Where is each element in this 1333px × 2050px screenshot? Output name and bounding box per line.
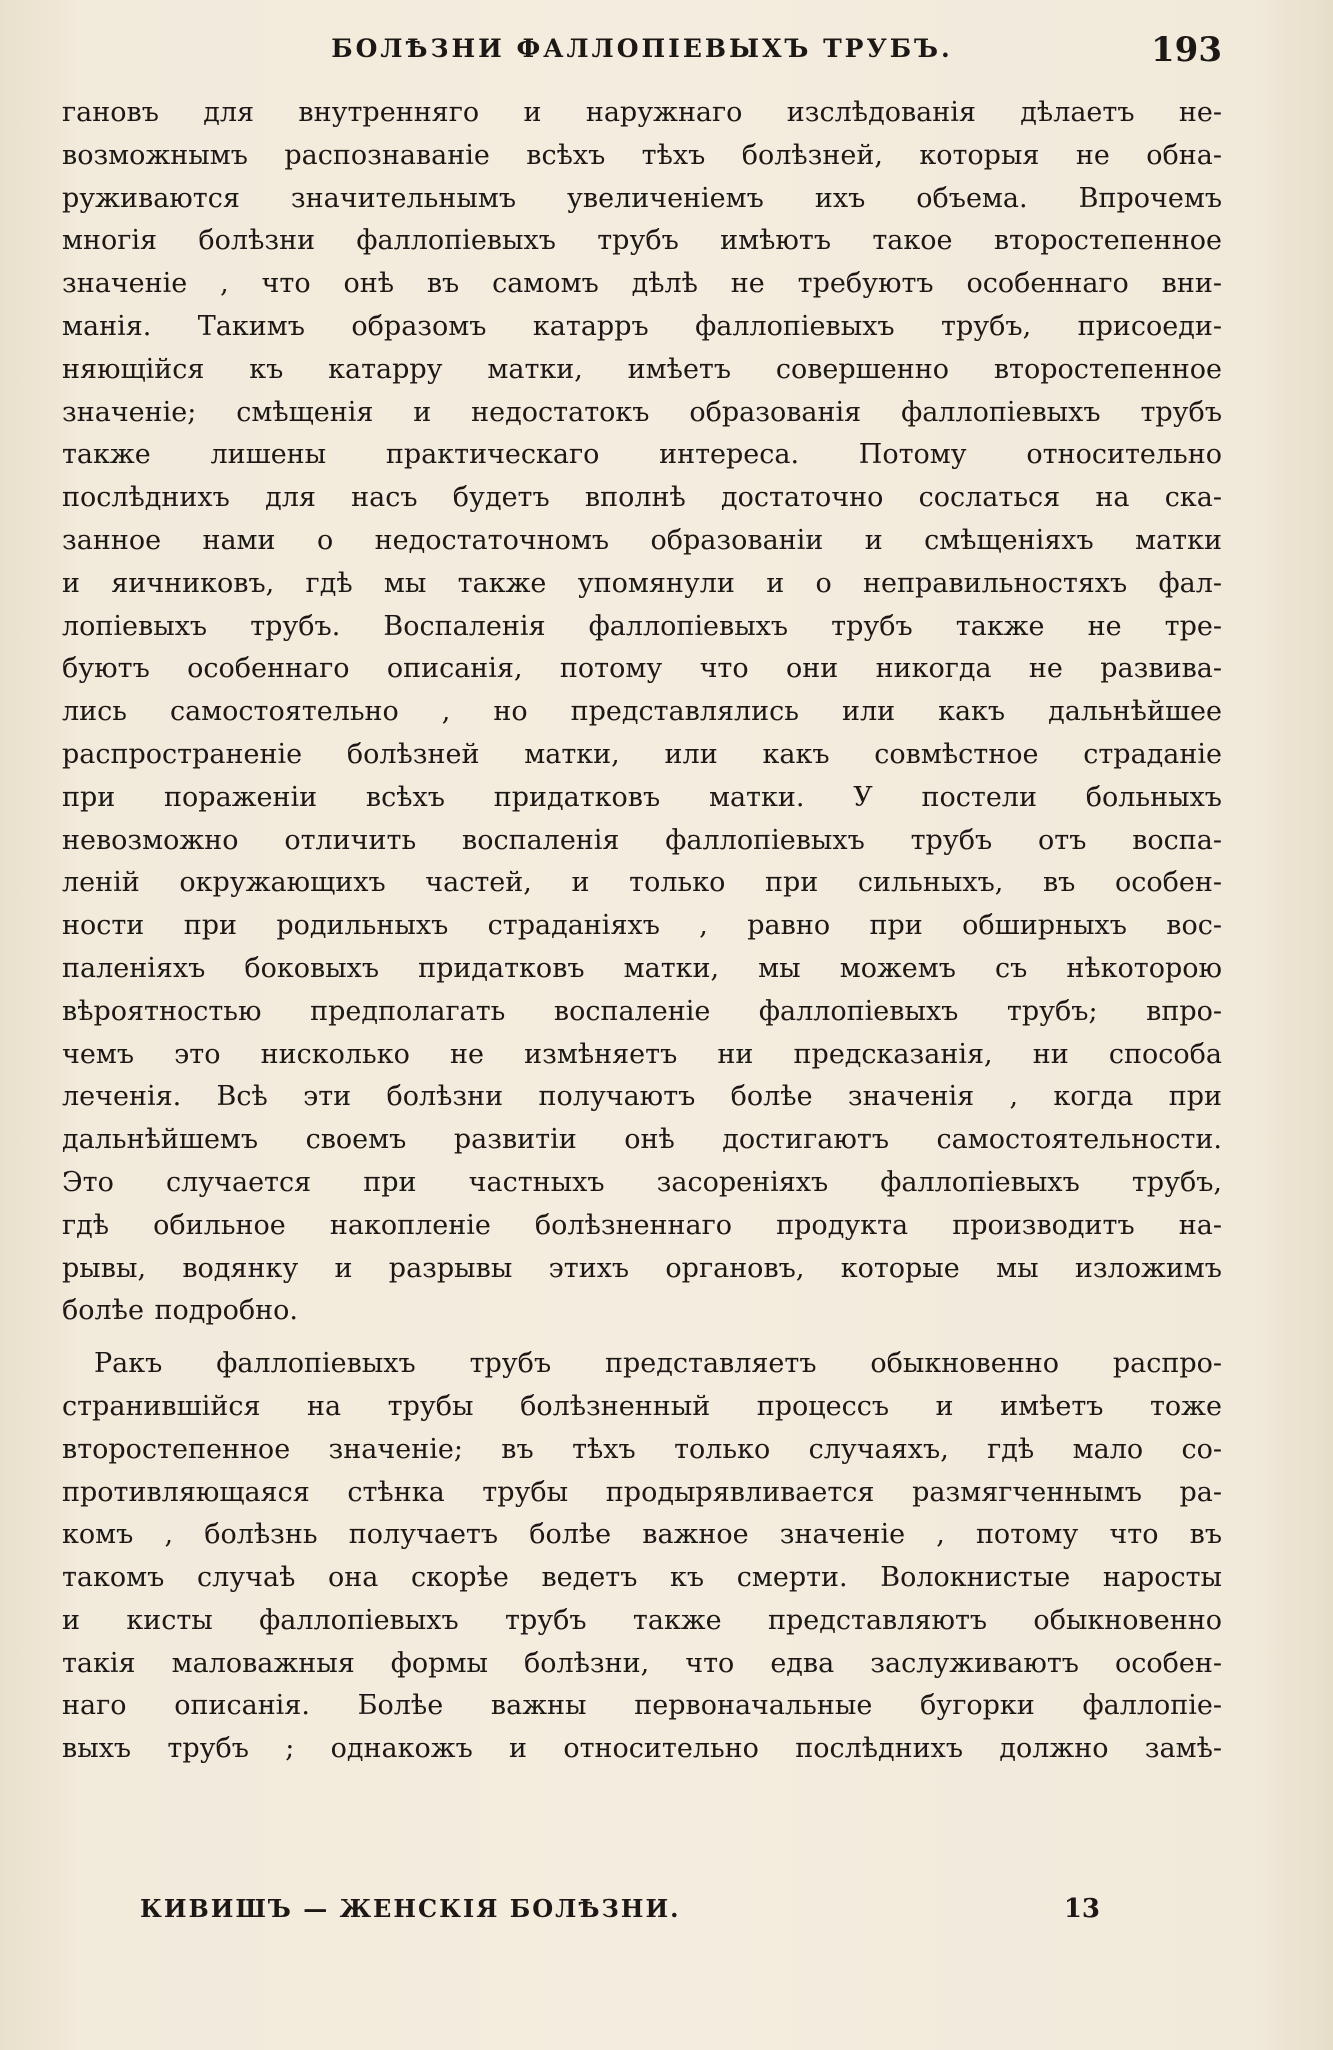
text-line: второстепенное значеніе; въ тѣхъ только случаяхъ, гдѣ мало со- xyxy=(62,1433,1222,1465)
paragraph-gap xyxy=(62,1333,1222,1343)
text-line: такія маловажныя формы болѣзни, что едва заслуживаютъ особен- xyxy=(62,1647,1222,1679)
printer-signature xyxy=(140,1894,1100,1930)
text-line: возможнымъ распознаваніе всѣхъ тѣхъ болѣзней, которыя не обна- xyxy=(62,139,1222,171)
text-line: манія. Такимъ образомъ катарръ фаллопіевыхъ трубъ, присоеди- xyxy=(62,310,1222,342)
paragraph-1 xyxy=(62,92,1222,1333)
text-line: противляющаяся стѣнка трубы продырявливается размягченнымъ ра- xyxy=(62,1476,1222,1508)
text-line: лопіевыхъ трубъ. Воспаленія фаллопіевыхъ трубъ также не тре- xyxy=(62,610,1222,642)
text-line: значеніе; смѣщенія и недостатокъ образованія фаллопіевыхъ трубъ xyxy=(62,396,1222,428)
text-line: руживаются значительнымъ увеличеніемъ ихъ объема. Впрочемъ xyxy=(62,182,1222,214)
text-line: занное нами о недостаточномъ образованіи и смѣщеніяхъ матки xyxy=(62,524,1222,556)
text-line: буютъ особеннаго описанія, потому что они никогда не развива- xyxy=(62,653,1222,685)
text-line: чемъ это нисколько не измѣняетъ ни предсказанія, ни способа xyxy=(62,1038,1222,1070)
page-number: 193 xyxy=(1151,30,1222,70)
text-line: послѣднихъ для насъ будетъ вполнѣ достаточно сослаться на ска- xyxy=(62,482,1222,514)
body-text xyxy=(62,92,1222,1771)
text-line: вѣроятностью предполагать воспаленіе фаллопіевыхъ трубъ; впро- xyxy=(62,995,1222,1027)
text-line: болѣе подробно. xyxy=(62,1295,299,1327)
text-line: лись самостоятельно , но представлялись или какъ дальнѣйшее xyxy=(62,696,1222,728)
text-line: гдѣ обильное накопленіе болѣзненнаго продукта производитъ на- xyxy=(62,1209,1222,1241)
text-line: паленіяхъ боковыхъ придатковъ матки, мы можемъ съ нѣкоторою xyxy=(62,952,1222,984)
text-line: гановъ для внутренняго и наружнаго изслѣдованія дѣлаетъ не- xyxy=(62,97,1222,128)
running-title: БОЛѢЗНИ ФАЛЛОПІЕВЫХЪ ТРУБЪ. xyxy=(331,34,953,63)
text-line: странившійся на трубы болѣзненный процессъ и имѣетъ тоже xyxy=(62,1390,1222,1422)
text-line: Ракъ фаллопіевыхъ трубъ представляетъ обыкновенно распро- xyxy=(94,1348,1222,1380)
paragraph-2 xyxy=(62,1343,1222,1771)
text-line: такомъ случаѣ она скорѣе ведетъ къ смерти. Волокнистые наросты xyxy=(62,1562,1222,1594)
text-line: наго описанія. Болѣе важны первоначальные бугорки фаллопіе- xyxy=(62,1690,1222,1722)
text-line: многія болѣзни фаллопіевыхъ трубъ имѣютъ такое второстепенное xyxy=(62,225,1222,257)
text-line: значеніе , что онѣ въ самомъ дѣлѣ не требуютъ особеннаго вни- xyxy=(62,268,1222,300)
text-line: и яичниковъ, гдѣ мы также упомянули и о неправильностяхъ фал- xyxy=(62,567,1222,599)
text-line: и кисты фаллопіевыхъ трубъ также представляютъ обыкновенно xyxy=(62,1604,1222,1636)
text-line: выхъ трубъ ; однакожъ и относительно послѣднихъ должно замѣ- xyxy=(62,1733,1222,1765)
text-line: леченія. Всѣ эти болѣзни получаютъ болѣе значенія , когда при xyxy=(62,1081,1222,1113)
text-line: дальнѣйшемъ своемъ развитіи онѣ достигаютъ самостоятельности. xyxy=(62,1124,1222,1156)
text-line: ности при родильныхъ страданіяхъ , равно при обширныхъ вос- xyxy=(62,910,1222,942)
text-line: Это случается при частныхъ засореніяхъ фаллопіевыхъ трубъ, xyxy=(62,1166,1222,1198)
text-line: распространеніе болѣзней матки, или какъ совмѣстное страданіе xyxy=(62,738,1222,770)
text-line: комъ , болѣзнь получаетъ болѣе важное значеніе , потому что въ xyxy=(62,1519,1222,1551)
text-line: также лишены практическаго интереса. Потому относительно xyxy=(62,439,1222,471)
running-head xyxy=(62,30,1222,74)
text-line: няющійся къ катарру матки, имѣетъ совершенно второстепенное xyxy=(62,353,1222,385)
text-line: невозможно отличить воспаленія фаллопіевыхъ трубъ отъ воспа- xyxy=(62,824,1222,856)
text-line: леній окружающихъ частей, и только при сильныхъ, въ особен- xyxy=(62,867,1222,899)
text-line: при пораженіи всѣхъ придатковъ матки. У постели больныхъ xyxy=(62,781,1222,813)
text-line: рывы, водянку и разрывы этихъ органовъ, которые мы изложимъ xyxy=(62,1252,1222,1284)
signature-mark: 13 xyxy=(1063,1894,1100,1924)
signature-text: КИВИШЪ — ЖЕНСКІЯ БОЛѢЗНИ. xyxy=(140,1894,681,1923)
